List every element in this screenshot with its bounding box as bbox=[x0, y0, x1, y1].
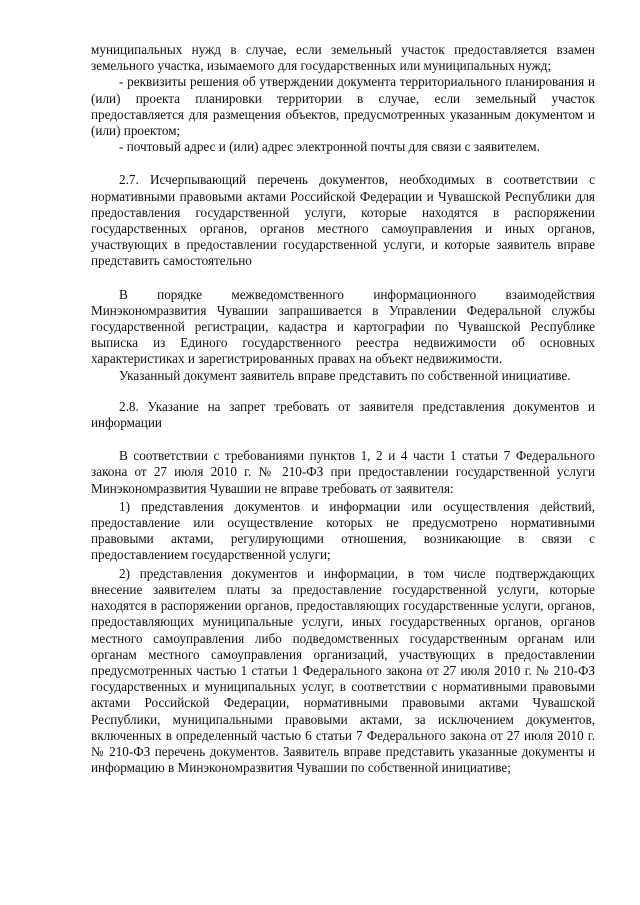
list-item-1: 1) представления документов и информации или осуществления действий, предоставление или осуществление которых не предусмотрено нормативными правовыми актами, регулирующими отношения, возникающие в связи с предоставлением государственной услуги; bbox=[91, 498, 595, 563]
section-heading-2-7: 2.7. Исчерпывающий перечень документов, необходимых в соответствии с нормативными правовыми актами Российской Федерации и Чувашской Республики для предоставления государственной услуги, которые находятся в распоряжении государственных органов, органов местного самоуправления и иных органов, участвующих в предоставлении государственной услуги, и которые заявитель вправе представить самостоятельно bbox=[91, 172, 595, 269]
paragraph-interagency-request: В порядке межведомственного информационного взаимодействия Минэкономразвития Чувашии запрашивается в Управлении Федеральной службы государственной регистрации, кадастра и картографии по Чувашской Республике выписка из Единого государственного реестра недвижимости об основных характеристиках и зарегистрированных правах на объект недвижимости. bbox=[91, 286, 595, 367]
document-page bbox=[91, 42, 595, 776]
list-item-decision-details: - реквизиты решения об утверждении документа территориального планирования и (или) проекта планировки территории в случае, если земельный участок предоставляется для размещения объектов, предусмотренных указанным документом и (или) проектом; bbox=[91, 74, 595, 139]
list-item-2: 2) представления документов и информации, в том числе подтверждающих внесение заявителем платы за предоставление государственной услуги, которые находятся в распоряжении органов, предоставляющих государственные услуги, органов, предоставляющих муниципальные услуги, иных государственных органов, органов местного самоуправления либо подведомственных государственным органам или органам местного самоуправления организаций, участвующих в предоставлении предусмотренных частью 1 статьи 1 Федерального закона от 27 июля 2010 г. № 210-ФЗ государственных и муниципальных услуг, в соответствии с нормативными правовыми актами Российской Федерации, нормативными правовыми актами Чувашской Республики, муниципальными правовыми актами, за исключением документов, включенных в определенный частью 6 статьи 7 Федерального закона от 27 июля 2010 г. № 210-ФЗ перечень документов. Заявитель вправе представить указанные документы и информацию в Минэкономразвития Чувашии по собственной инициативе; bbox=[91, 565, 595, 776]
list-item-contact-address: - почтовый адрес и (или) адрес электронной почты для связи с заявителем. bbox=[119, 139, 540, 155]
paragraph-own-initiative: Указанный документ заявитель вправе представить по собственной инициативе. bbox=[119, 367, 571, 383]
section-heading-2-8: 2.8. Указание на запрет требовать от заявителя представления документов и информации bbox=[91, 398, 595, 431]
paragraph-law-requirements: В соответствии с требованиями пунктов 1, 2 и 4 части 1 статьи 7 Федерального закона от 27 июля 2010 г. № 210-ФЗ при предоставлении государственной услуги Минэкономразвития Чувашии не вправе требовать от заявителя: bbox=[91, 448, 595, 496]
paragraph-municipal-needs-continuation: муниципальных нужд в случае, если земельный участок предоставляется взамен земельного участка, изымаемого для государственных или муниципальных нужд; bbox=[91, 42, 595, 74]
